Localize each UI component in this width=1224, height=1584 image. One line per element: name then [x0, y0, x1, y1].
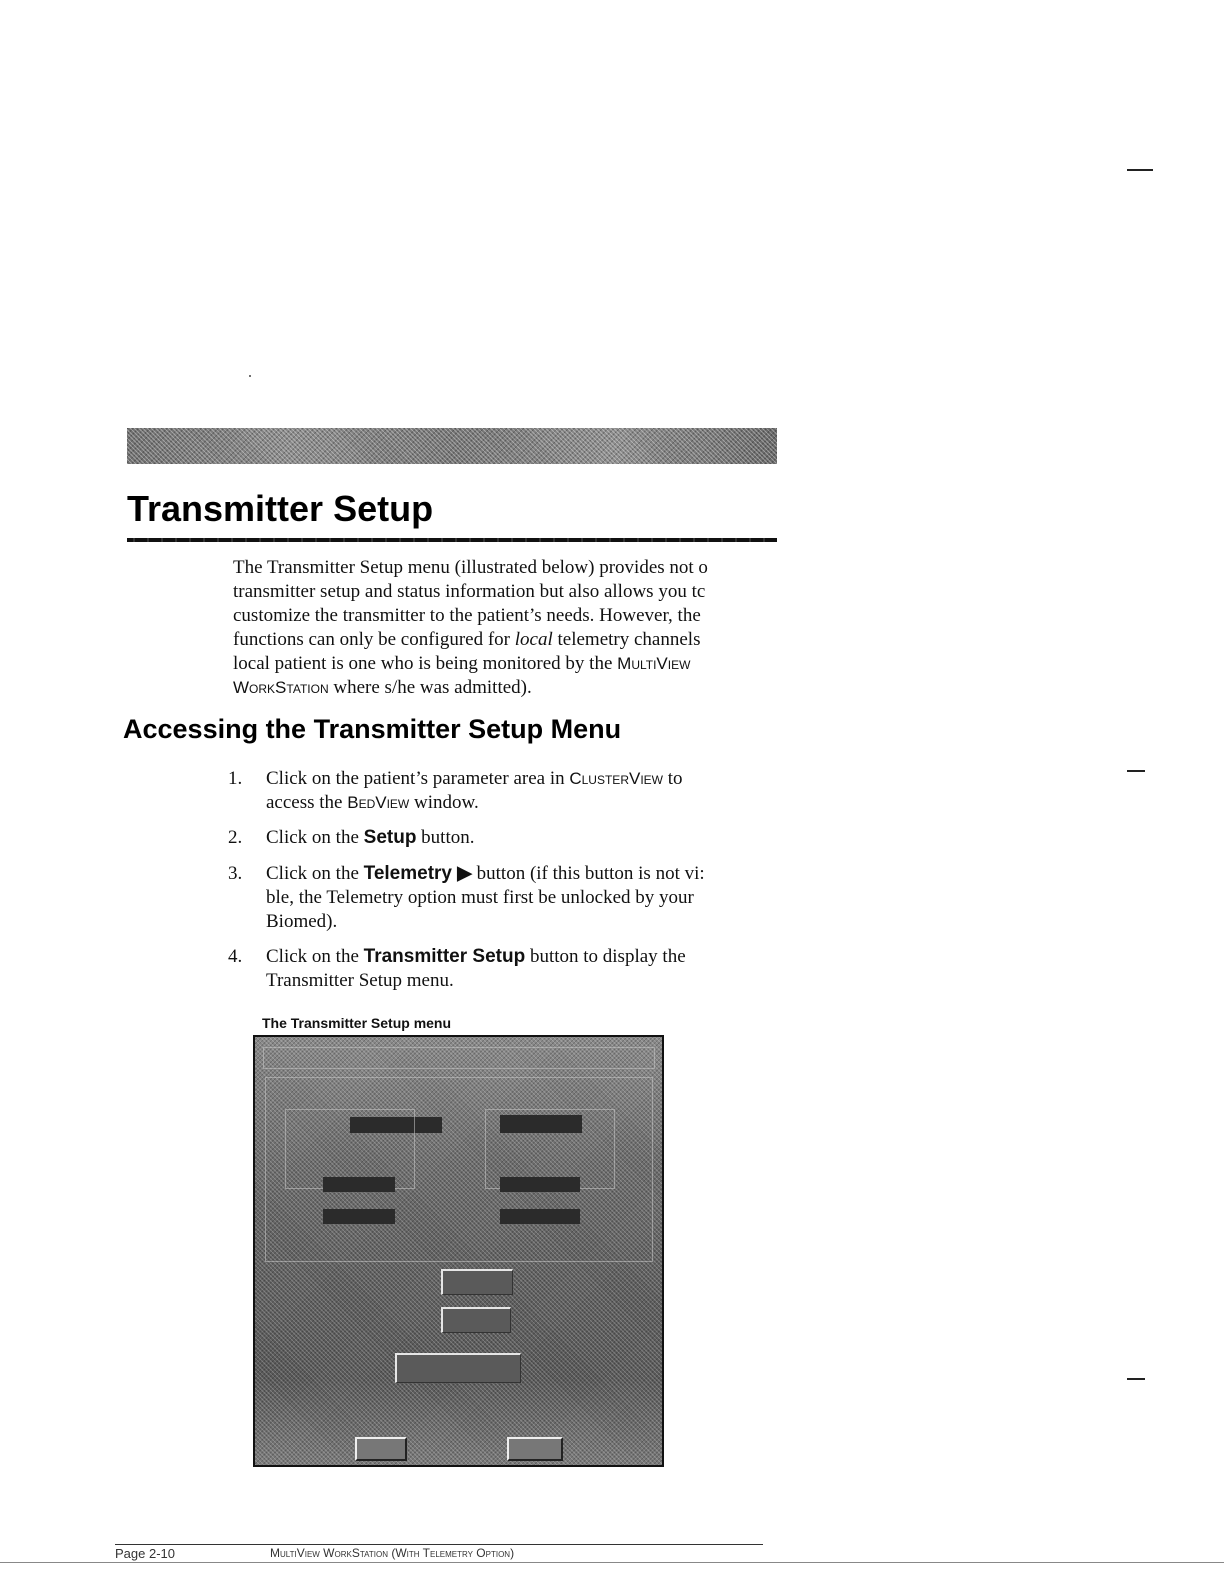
- button-label-text: Telemetry ▶: [363, 863, 472, 884]
- title-rule: [127, 538, 777, 542]
- text-segment: Transmitter Setup menu.: [266, 970, 454, 991]
- step-text: [266, 945, 778, 993]
- step-line: [266, 969, 778, 993]
- text-segment: telemetry channels: [552, 629, 701, 650]
- text-segment: functions can only be configured for: [233, 629, 515, 650]
- figure-input-1: [441, 1269, 513, 1295]
- footer-title: MultiView WorkStation (With Telemetry Option): [270, 1546, 515, 1560]
- text-segment: window.: [409, 792, 479, 813]
- text-segment: Click on the patient’s parameter area in: [266, 768, 570, 789]
- figure-top-panel: [263, 1047, 655, 1069]
- intro-paragraph: [233, 556, 778, 700]
- step-text: [266, 862, 778, 934]
- text-segment: to: [662, 768, 683, 789]
- figure-dark-field-4: [500, 1209, 580, 1224]
- text-segment: transmitter setup and status information but also allows you tc: [233, 581, 706, 602]
- intro-line: [233, 652, 778, 676]
- text-segment: Click on the: [266, 946, 364, 967]
- page-title: Transmitter Setup: [127, 488, 434, 529]
- step-line: [266, 910, 778, 934]
- step-line: [266, 862, 778, 886]
- button-label-text: Setup: [363, 827, 417, 848]
- step-line: [266, 826, 778, 850]
- text-segment: access the: [266, 792, 348, 813]
- intro-line: [233, 556, 778, 580]
- text-segment: The Transmitter Setup menu (illustrated below) provides not o: [233, 557, 708, 578]
- figure-caption: The Transmitter Setup menu: [262, 1015, 452, 1031]
- emphasis-text: local: [514, 629, 553, 650]
- transmitter-setup-screenshot: [253, 1035, 664, 1467]
- intro-line: [233, 580, 778, 604]
- product-name: MultiView: [617, 654, 691, 673]
- margin-mark: [1127, 770, 1145, 772]
- text-segment: button.: [416, 827, 475, 848]
- text-segment: button (if this button is not vi:: [471, 863, 705, 884]
- figure-input-3: [395, 1353, 521, 1383]
- text-segment: ble, the Telemetry option must first be unlocked by your: [266, 887, 694, 908]
- step-line: [266, 886, 778, 910]
- step-number: 3.: [228, 863, 243, 884]
- intro-line: [233, 604, 778, 628]
- text-segment: button to display the: [525, 946, 686, 967]
- text-segment: Biomed).: [266, 911, 338, 932]
- step-line: [266, 791, 778, 815]
- text-segment: local patient is one who is being monitored by the: [233, 653, 618, 674]
- step-number: 4.: [228, 946, 243, 967]
- text-segment: Click on the: [266, 863, 364, 884]
- step-number: 2.: [228, 827, 243, 848]
- step-line: [266, 767, 778, 791]
- section-banner: [127, 428, 777, 464]
- figure-dark-field-1: [323, 1177, 395, 1192]
- speck: [249, 375, 251, 377]
- text-segment: customize the transmitter to the patient’s needs. However, the: [233, 605, 701, 626]
- footer-rule: [115, 1544, 763, 1545]
- product-name: BedView: [347, 793, 410, 812]
- step-number: 1.: [228, 768, 243, 789]
- button-label-text: Transmitter Setup: [363, 946, 526, 967]
- step-line: [266, 945, 778, 969]
- footer-page-number: Page 2-10: [115, 1546, 175, 1561]
- product-name: ClusterView: [569, 769, 663, 788]
- step-text: [266, 826, 778, 850]
- footer-edge-rule: [0, 1562, 1224, 1563]
- text-segment: where s/he was admitted).: [328, 677, 532, 698]
- figure-button-right: [507, 1437, 563, 1461]
- figure-dark-field-3: [500, 1177, 580, 1192]
- margin-mark: [1127, 169, 1153, 171]
- figure-input-2: [441, 1307, 511, 1333]
- step-text: [266, 767, 778, 815]
- product-name: WorkStation: [233, 678, 329, 697]
- intro-line: [233, 676, 778, 700]
- text-segment: Click on the: [266, 827, 364, 848]
- margin-mark: [1127, 1378, 1145, 1380]
- figure-button-left: [355, 1437, 407, 1461]
- intro-line: [233, 628, 778, 652]
- section-heading: Accessing the Transmitter Setup Menu: [123, 714, 622, 744]
- figure-dark-field-2: [323, 1209, 395, 1224]
